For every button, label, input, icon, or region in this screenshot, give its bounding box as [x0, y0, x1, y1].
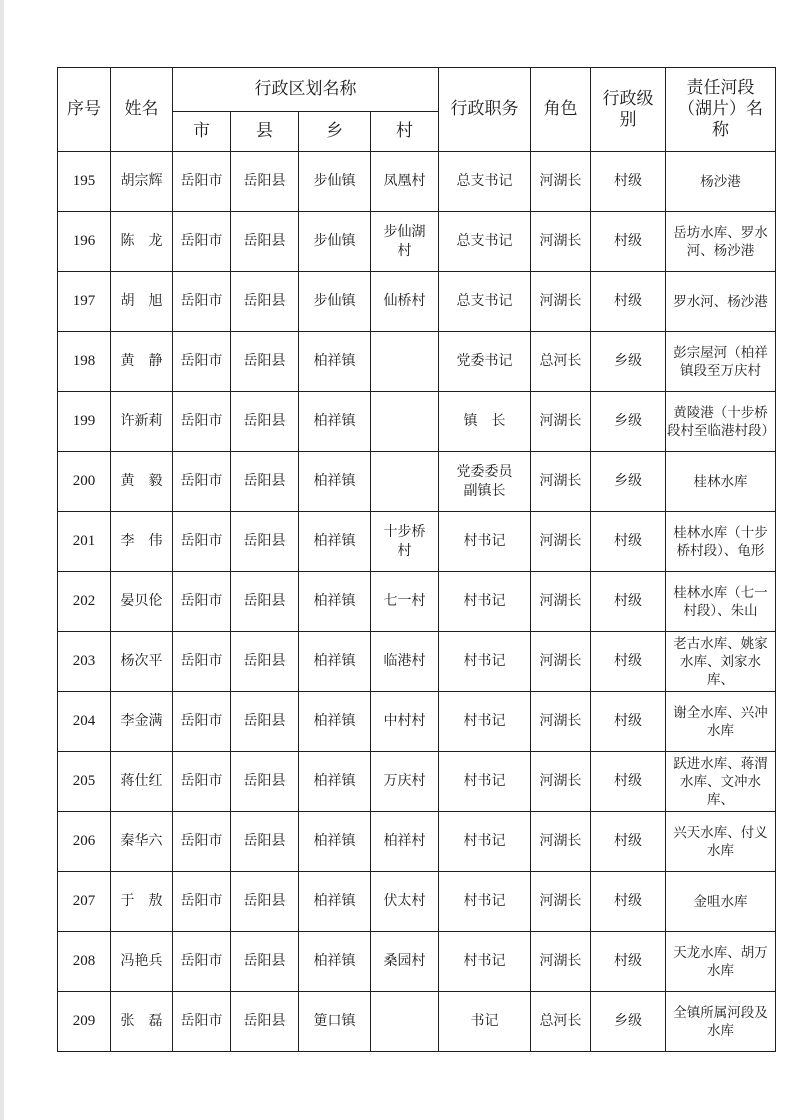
cell-township: 步仙镇 — [299, 272, 371, 332]
cell-city: 岳阳市 — [173, 512, 231, 572]
cell-position-text: 村书记 — [463, 833, 506, 849]
cell-seq: 207 — [58, 872, 111, 932]
cell-position-text: 书记 — [470, 1013, 499, 1029]
cell-level: 村级 — [591, 152, 666, 212]
header-level — [591, 68, 666, 152]
cell-city: 岳阳市 — [173, 332, 231, 392]
cell-city: 岳阳市 — [173, 872, 231, 932]
cell-village — [371, 572, 439, 632]
cell-position-text: 党委书记 — [456, 353, 513, 369]
table-row — [58, 152, 776, 212]
table-row — [58, 872, 776, 932]
header-seq: 序号 — [58, 68, 111, 152]
cell-village-text: 伏太村 — [383, 893, 426, 909]
cell-position — [439, 452, 531, 512]
table-row — [58, 512, 776, 572]
cell-county: 岳阳县 — [231, 452, 299, 512]
cell-role: 河湖长 — [531, 152, 591, 212]
cell-name: 黄 静 — [111, 332, 173, 392]
cell-village — [371, 332, 439, 392]
cell-village-text: 桑园村 — [383, 953, 426, 969]
cell-reach-text: 谢全水库、兴冲水库 — [673, 704, 768, 739]
cell-role: 河湖长 — [531, 872, 591, 932]
header-county: 县 — [231, 112, 299, 152]
cell-position — [439, 272, 531, 332]
cell-seq: 203 — [58, 632, 111, 692]
cell-village-text: 临港村 — [383, 653, 426, 669]
table-row — [58, 992, 776, 1052]
cell-level: 乡级 — [591, 992, 666, 1052]
header-township: 乡 — [299, 112, 371, 152]
cell-reach-text: 岳坊水库、罗水河、杨沙港 — [673, 224, 768, 259]
table-row — [58, 272, 776, 332]
cell-role: 总河长 — [531, 332, 591, 392]
cell-name: 许新莉 — [111, 392, 173, 452]
cell-position — [439, 212, 531, 272]
table-body — [58, 152, 776, 1052]
cell-name: 蒋仕红 — [111, 752, 173, 812]
cell-position-text: 村书记 — [463, 893, 506, 909]
cell-name: 杨次平 — [111, 632, 173, 692]
cell-reach — [666, 752, 776, 812]
cell-county: 岳阳县 — [231, 692, 299, 752]
river-chief-roster-table — [57, 67, 776, 1052]
cell-village-text: 仙桥村 — [383, 293, 426, 309]
cell-name: 秦华六 — [111, 812, 173, 872]
cell-city: 岳阳市 — [173, 392, 231, 452]
cell-county: 岳阳县 — [231, 152, 299, 212]
cell-level: 乡级 — [591, 392, 666, 452]
cell-level: 村级 — [591, 752, 666, 812]
cell-position — [439, 152, 531, 212]
cell-position — [439, 572, 531, 632]
cell-village — [371, 812, 439, 872]
cell-township: 柏祥镇 — [299, 932, 371, 992]
table-row — [58, 332, 776, 392]
cell-name: 于 敖 — [111, 872, 173, 932]
cell-seq: 198 — [58, 332, 111, 392]
cell-seq: 205 — [58, 752, 111, 812]
cell-name: 胡 旭 — [111, 272, 173, 332]
cell-position-text: 总支书记 — [456, 233, 513, 249]
cell-village — [371, 452, 439, 512]
cell-village — [371, 512, 439, 572]
cell-name: 张 磊 — [111, 992, 173, 1052]
cell-village — [371, 272, 439, 332]
cell-role: 河湖长 — [531, 812, 591, 872]
cell-position — [439, 752, 531, 812]
table-row — [58, 752, 776, 812]
cell-county: 岳阳县 — [231, 752, 299, 812]
cell-township: 柏祥镇 — [299, 752, 371, 812]
cell-position-text: 村书记 — [463, 593, 506, 609]
cell-county: 岳阳县 — [231, 872, 299, 932]
table-row — [58, 632, 776, 692]
header-role: 角色 — [531, 68, 591, 152]
cell-seq: 197 — [58, 272, 111, 332]
scan-page-edge — [0, 0, 4, 1120]
table-row — [58, 932, 776, 992]
cell-city: 岳阳市 — [173, 992, 231, 1052]
cell-county: 岳阳县 — [231, 512, 299, 572]
cell-township: 柏祥镇 — [299, 692, 371, 752]
cell-reach-text: 老古水库、姚家水库、刘家水库、 — [673, 635, 768, 688]
cell-reach-text: 黄陵港（十步桥段村至临港村段） — [667, 404, 775, 439]
header-name: 姓名 — [111, 68, 173, 152]
cell-seq: 199 — [58, 392, 111, 452]
cell-role: 河湖长 — [531, 692, 591, 752]
cell-role: 河湖长 — [531, 212, 591, 272]
cell-city: 岳阳市 — [173, 932, 231, 992]
cell-role: 河湖长 — [531, 392, 591, 452]
cell-seq: 209 — [58, 992, 111, 1052]
cell-reach-text: 兴天水库、付义水库 — [673, 824, 768, 859]
cell-reach-text: 跃进水库、蒋渭水库、文冲水库、 — [673, 755, 768, 808]
header-level-text: 行政级别 — [602, 88, 654, 130]
cell-position-text: 村书记 — [463, 533, 506, 549]
cell-county: 岳阳县 — [231, 392, 299, 452]
cell-reach — [666, 392, 776, 452]
cell-city: 岳阳市 — [173, 452, 231, 512]
header-reach — [666, 68, 776, 152]
cell-position-text: 村书记 — [463, 653, 506, 669]
cell-reach — [666, 452, 776, 512]
cell-village-text: 十步桥村 — [383, 523, 426, 559]
cell-reach-text: 桂林水库（七一村段）、朱山 — [673, 584, 768, 619]
cell-reach-text: 罗水河、杨沙港 — [673, 293, 768, 310]
cell-position-text: 村书记 — [463, 953, 506, 969]
cell-seq: 196 — [58, 212, 111, 272]
header-city: 市 — [173, 112, 231, 152]
cell-city: 岳阳市 — [173, 692, 231, 752]
cell-position-text: 村书记 — [463, 713, 506, 729]
cell-county: 岳阳县 — [231, 272, 299, 332]
cell-role: 河湖长 — [531, 452, 591, 512]
cell-reach — [666, 692, 776, 752]
cell-township: 柏祥镇 — [299, 572, 371, 632]
cell-village — [371, 932, 439, 992]
cell-position-text: 镇 长 — [463, 413, 506, 429]
cell-village — [371, 752, 439, 812]
cell-level: 乡级 — [591, 452, 666, 512]
cell-reach — [666, 272, 776, 332]
cell-village — [371, 992, 439, 1052]
table-row — [58, 812, 776, 872]
cell-township: 柏祥镇 — [299, 632, 371, 692]
cell-name: 李金满 — [111, 692, 173, 752]
header-village: 村 — [371, 112, 439, 152]
cell-township: 柏祥镇 — [299, 512, 371, 572]
header-position: 行政职务 — [439, 68, 531, 152]
cell-village-text: 柏祥村 — [383, 833, 426, 849]
cell-county: 岳阳县 — [231, 632, 299, 692]
cell-role: 河湖长 — [531, 632, 591, 692]
cell-reach-text: 金咀水库 — [693, 893, 748, 910]
cell-level: 村级 — [591, 632, 666, 692]
cell-seq: 208 — [58, 932, 111, 992]
cell-township: 柏祥镇 — [299, 332, 371, 392]
table-header — [58, 68, 776, 152]
cell-reach-text: 天龙水库、胡万水库 — [673, 944, 768, 979]
cell-county: 岳阳县 — [231, 332, 299, 392]
cell-name: 李 伟 — [111, 512, 173, 572]
cell-position — [439, 512, 531, 572]
cell-role: 河湖长 — [531, 512, 591, 572]
cell-village-text: 步仙湖村 — [383, 223, 426, 259]
cell-county: 岳阳县 — [231, 932, 299, 992]
cell-township: 步仙镇 — [299, 152, 371, 212]
cell-reach-text: 桂林水库（十步桥村段）、龟形 — [673, 524, 768, 559]
cell-reach — [666, 152, 776, 212]
cell-role: 河湖长 — [531, 932, 591, 992]
cell-position — [439, 392, 531, 452]
cell-reach-text: 杨沙港 — [700, 173, 741, 190]
cell-level: 村级 — [591, 932, 666, 992]
cell-village-text: 凤凰村 — [383, 173, 426, 189]
cell-township: 柏祥镇 — [299, 452, 371, 512]
table-row — [58, 692, 776, 752]
header-reach-text: 责任河段（湖片）名称 — [678, 78, 763, 140]
cell-reach — [666, 632, 776, 692]
cell-position — [439, 932, 531, 992]
cell-village — [371, 212, 439, 272]
cell-role: 河湖长 — [531, 272, 591, 332]
cell-city: 岳阳市 — [173, 272, 231, 332]
cell-reach — [666, 992, 776, 1052]
cell-reach — [666, 812, 776, 872]
cell-name: 胡宗辉 — [111, 152, 173, 212]
cell-level: 乡级 — [591, 332, 666, 392]
cell-seq: 195 — [58, 152, 111, 212]
cell-name: 陈 龙 — [111, 212, 173, 272]
cell-reach — [666, 332, 776, 392]
cell-position — [439, 632, 531, 692]
cell-level: 村级 — [591, 812, 666, 872]
cell-name: 黄 毅 — [111, 452, 173, 512]
cell-city: 岳阳市 — [173, 572, 231, 632]
cell-position-text: 总支书记 — [456, 293, 513, 309]
cell-reach — [666, 512, 776, 572]
header-division: 行政区划名称 — [173, 68, 439, 112]
cell-role: 河湖长 — [531, 572, 591, 632]
cell-name: 晏贝伦 — [111, 572, 173, 632]
cell-city: 岳阳市 — [173, 632, 231, 692]
cell-reach — [666, 872, 776, 932]
cell-reach-text: 桂林水库 — [693, 473, 748, 490]
cell-reach — [666, 932, 776, 992]
cell-township: 柏祥镇 — [299, 392, 371, 452]
cell-level: 村级 — [591, 692, 666, 752]
table-row — [58, 452, 776, 512]
cell-reach — [666, 212, 776, 272]
cell-position — [439, 332, 531, 392]
table-row — [58, 572, 776, 632]
cell-position-text: 总支书记 — [456, 173, 513, 189]
cell-village-text: 万庆村 — [383, 773, 426, 789]
cell-reach — [666, 572, 776, 632]
cell-level: 村级 — [591, 272, 666, 332]
cell-township: 步仙镇 — [299, 212, 371, 272]
cell-position — [439, 872, 531, 932]
cell-seq: 206 — [58, 812, 111, 872]
cell-level: 村级 — [591, 212, 666, 272]
cell-level: 村级 — [591, 872, 666, 932]
cell-county: 岳阳县 — [231, 992, 299, 1052]
cell-township: 柏祥镇 — [299, 872, 371, 932]
cell-village — [371, 152, 439, 212]
cell-position-text: 党委委员副镇长 — [456, 463, 513, 499]
cell-seq: 200 — [58, 452, 111, 512]
cell-level: 村级 — [591, 572, 666, 632]
cell-township: 筻口镇 — [299, 992, 371, 1052]
table-row — [58, 392, 776, 452]
cell-position — [439, 992, 531, 1052]
cell-role: 总河长 — [531, 992, 591, 1052]
cell-level: 村级 — [591, 512, 666, 572]
cell-village-text: 七一村 — [383, 593, 426, 609]
cell-village — [371, 392, 439, 452]
cell-village — [371, 872, 439, 932]
cell-city: 岳阳市 — [173, 752, 231, 812]
cell-position-text: 村书记 — [463, 773, 506, 789]
cell-village-text: 中村村 — [383, 713, 426, 729]
cell-city: 岳阳市 — [173, 212, 231, 272]
cell-township: 柏祥镇 — [299, 812, 371, 872]
cell-name: 冯艳兵 — [111, 932, 173, 992]
cell-village — [371, 632, 439, 692]
cell-county: 岳阳县 — [231, 812, 299, 872]
cell-position — [439, 692, 531, 752]
cell-county: 岳阳县 — [231, 212, 299, 272]
cell-village — [371, 692, 439, 752]
cell-seq: 202 — [58, 572, 111, 632]
cell-seq: 201 — [58, 512, 111, 572]
cell-reach-text: 彭宗屋河（柏祥镇段至万庆村 — [673, 344, 768, 379]
cell-city: 岳阳市 — [173, 812, 231, 872]
cell-reach-text: 全镇所属河段及水库 — [673, 1004, 768, 1039]
cell-county: 岳阳县 — [231, 572, 299, 632]
table-row — [58, 212, 776, 272]
cell-city: 岳阳市 — [173, 152, 231, 212]
cell-role: 河湖长 — [531, 752, 591, 812]
cell-seq: 204 — [58, 692, 111, 752]
cell-position — [439, 812, 531, 872]
